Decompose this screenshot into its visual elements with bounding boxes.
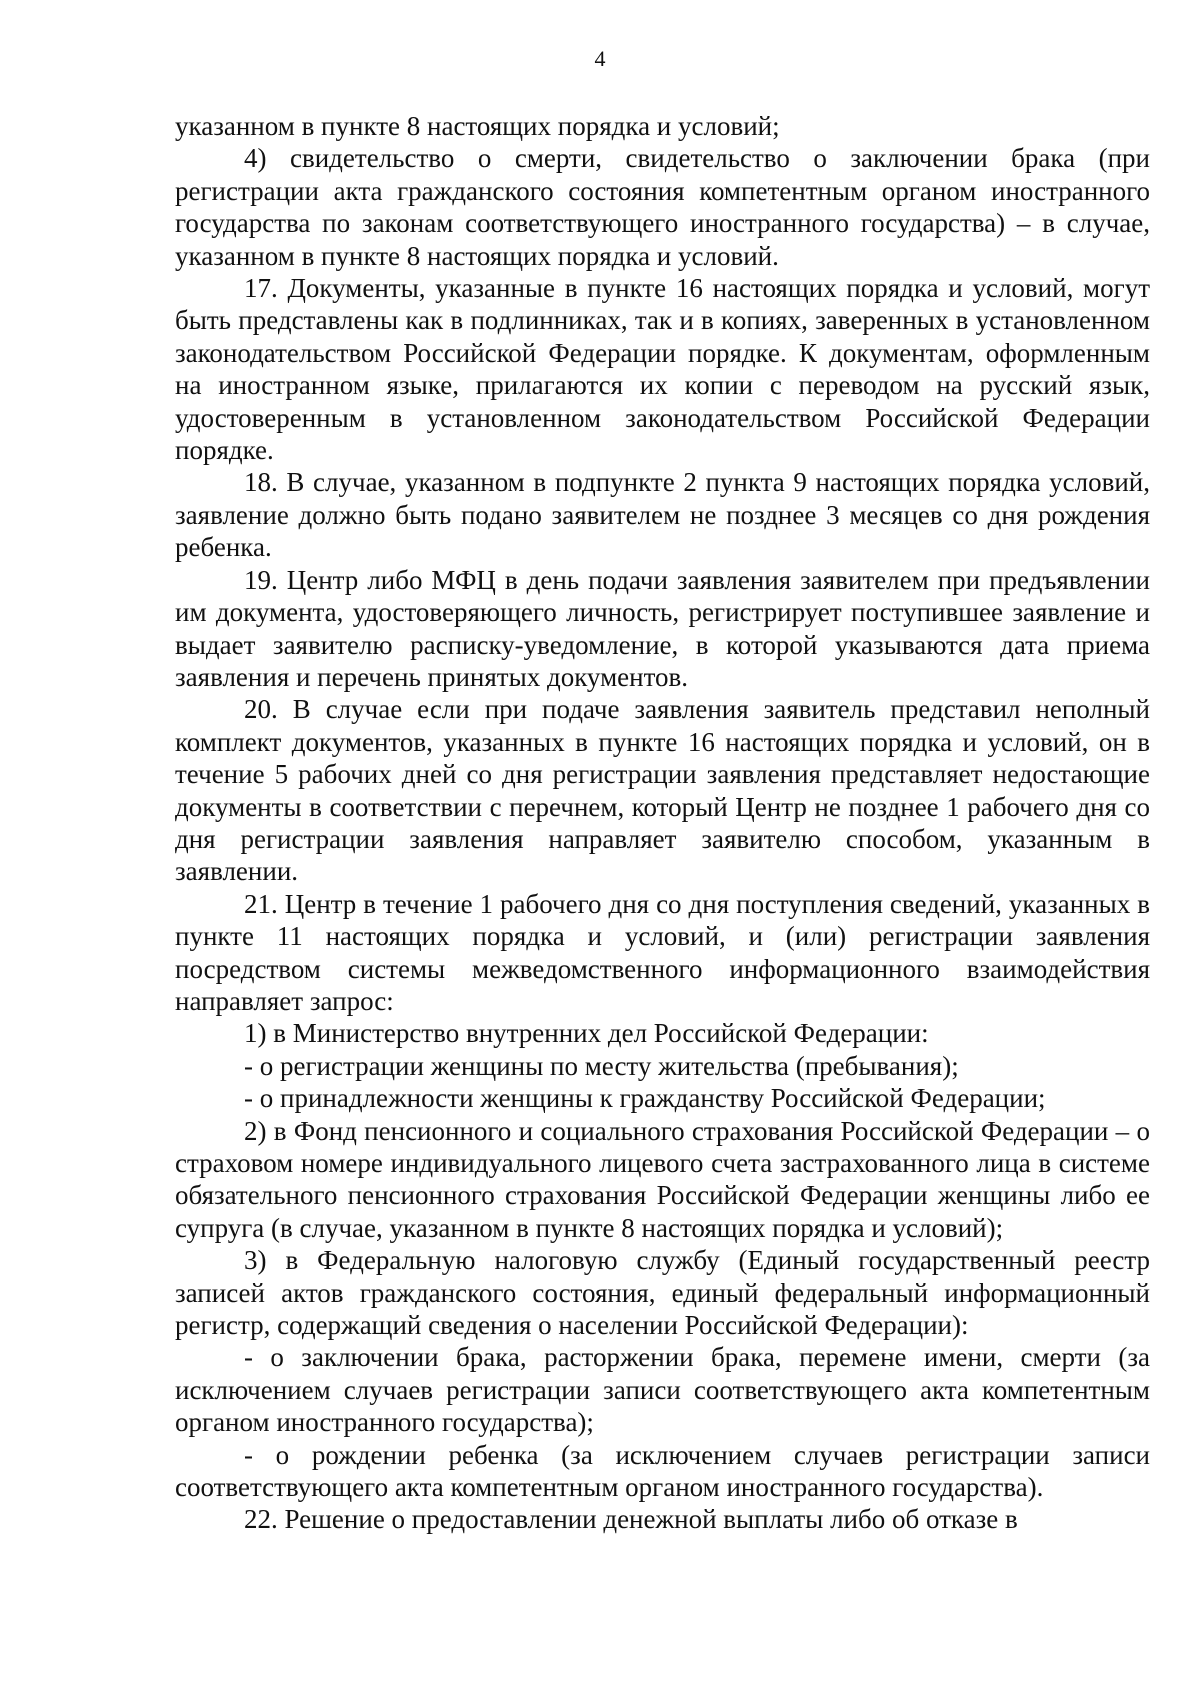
paragraph-21-item-1-dash-2: - о принадлежности женщины к гражданству Российской Федерации; (244, 1083, 1046, 1114)
paragraph-item-4: 4) свидетельство о смерти, свидетельство о заключении брака (при регистрации акта гражданского состояния компетентным органом иностранного государства по законам соответствующего иностранного государства) – в случае, указанном в пункте 8 настоящих порядка и условий. (175, 143, 1150, 271)
document-body (175, 110, 1150, 1536)
paragraph-21-item-1-dash-1: - о регистрации женщины по месту жительства (пребывания); (244, 1050, 959, 1081)
paragraph-18: 18. В случае, указанном в подпункте 2 пункта 9 настоящих порядка условий, заявление должно быть подано заявителем не позднее 3 месяцев со дня рождения ребенка. (175, 467, 1150, 563)
paragraph-22: 22. Решение о предоставлении денежной выплаты либо об отказе в (244, 1504, 1018, 1535)
page-number: 4 (594, 46, 606, 71)
paragraph-21-item-3: 3) в Федеральную налоговую службу (Единый государственный реестр записей актов гражданского состояния, единый федеральный информационный регистр, содержащий сведения о населении Российской Федерации): (175, 1245, 1150, 1341)
paragraph-continuation: указанном в пункте 8 настоящих порядка и условий; (175, 111, 780, 141)
paragraph-20: 20. В случае если при подаче заявления заявитель представил неполный комплект документов, указанных в пункте 16 настоящих порядка и условий, он в течение 5 рабочих дней со дня регистрации заявления представляет недостающие документы в соответствии с перечнем, который Центр не позднее 1 рабочего дня со дня регистрации заявления направляет заявителю способом, указанным в заявлении. (175, 694, 1150, 887)
paragraph-21-item-3-dash-2: - о рождении ребенка (за исключением случаев регистрации записи соответствующего акта компетентным органом иностранного государства). (175, 1439, 1150, 1503)
paragraph-21: 21. Центр в течение 1 рабочего дня со дня поступления сведений, указанных в пункте 11 настоящих порядка и условий, и (или) регистрации заявления посредством системы межведомственного информационного взаимодействия направляет запрос: (175, 888, 1150, 1016)
paragraph-17: 17. Документы, указанные в пункте 16 настоящих порядка и условий, могут быть представлены как в подлинниках, так и в копиях, заверенных в установленном законодательством Российской Федерации порядке. К документам, оформленным на иностранном языке, прилагаются их копии с переводом на русский язык, удостоверенным в установленном законодательством Российской Федерации порядке. (175, 273, 1150, 466)
paragraph-21-item-1: 1) в Министерство внутренних дел Российской Федерации: (244, 1018, 929, 1049)
paragraph-21-item-2: 2) в Фонд пенсионного и социального страхования Российской Федерации – о страховом номере индивидуального лицевого счета застрахованного лица в системе обязательного пенсионного страхования Российской Федерации женщины либо ее супруга (в случае, указанном в пункте 8 настоящих порядка и условий); (175, 1115, 1150, 1243)
paragraph-19: 19. Центр либо МФЦ в день подачи заявления заявителем при предъявлении им документа, удостоверяющего личность, регистрирует поступившее заявление и выдает заявителю расписку-уведомление, в которой указываются дата приема заявления и перечень принятых документов. (175, 564, 1150, 692)
paragraph-21-item-3-dash-1: - о заключении брака, расторжении брака, перемене имени, смерти (за исключением случаев регистрации записи соответствующего акта компетентным органом иностранного государства); (175, 1342, 1150, 1438)
